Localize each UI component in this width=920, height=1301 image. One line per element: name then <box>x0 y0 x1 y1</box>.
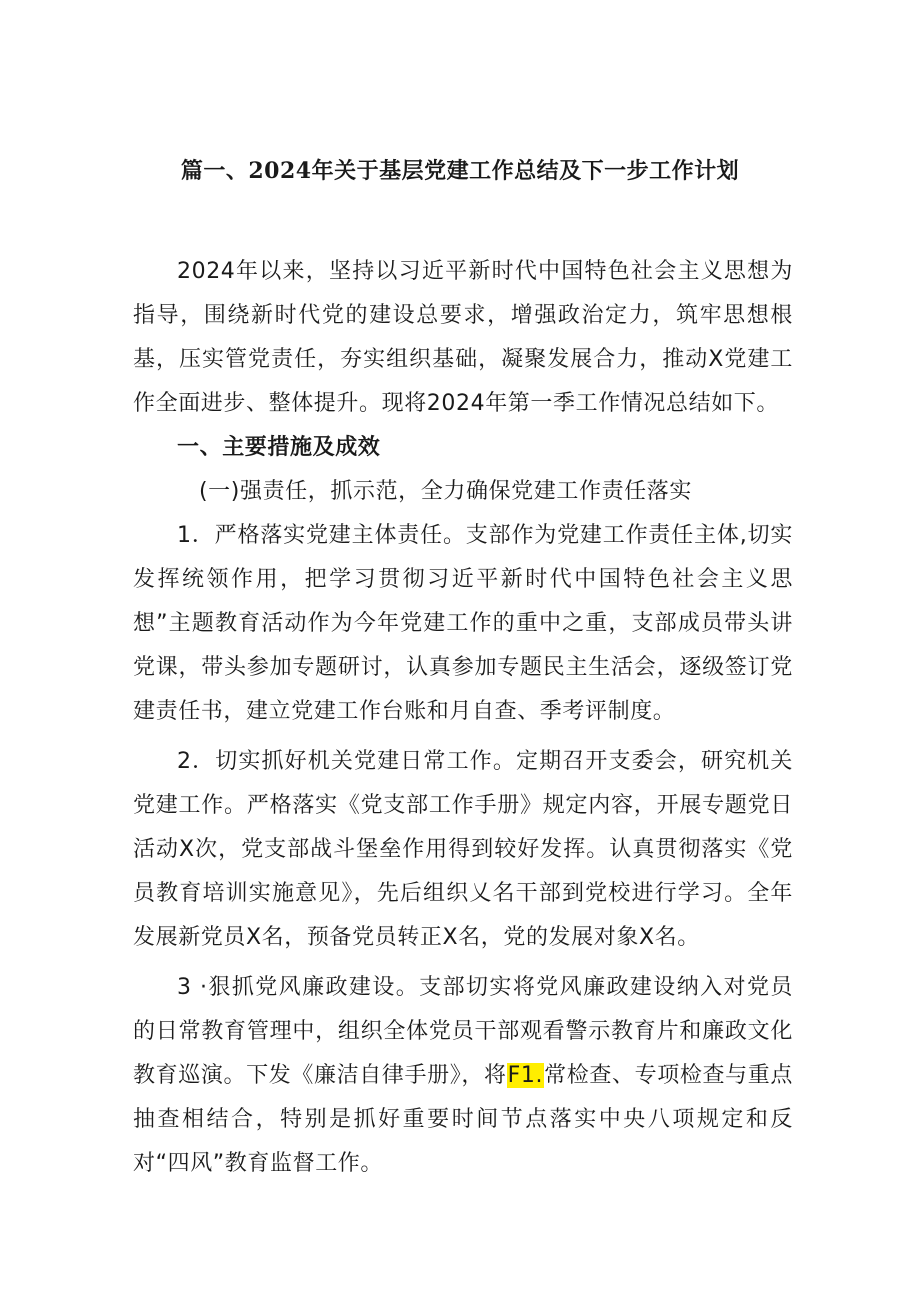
document-title: 篇一、2024年关于基层党建工作总结及下一步工作计划 <box>180 158 740 184</box>
item3-text-part1: 3 ·狠抓党风廉政建设。支部切实将党风廉政建设纳入对党员的日常教育管理中，组织全体党员干部观看警示教育片和廉政文化教育巡演。下发《廉洁自律手册》，将 <box>133 975 793 1088</box>
item-paragraph-1: 1．严格落实党建主体责任。支部作为党建工作责任主体,切实发挥统领作用，把学习贯彻习近平新时代中国特色社会主义思想”主题教育活动作为今年党建工作的重中之重，支部成员带头讲党课，带头参加专题研讨，认真参加专题民主生活会，逐级签订党建责任书，建立党建工作台账和月自查、季考评制度。 <box>133 523 793 724</box>
highlighted-text: F1. <box>507 1063 544 1088</box>
item-paragraph-2: 2．切实抓好机关党建日常工作。定期召开支委会，研究机关党建工作。严格落实《党支部工作手册》规定内容，开展专题党日活动X次，党支部战斗堡垒作用得到较好发挥。认真贯彻落实《党员教育培训实施意见》，先后组织乂名干部到党校进行学习。全年发展新党员X名，预备党员转正X名，党的发展对象X名。 <box>133 749 793 950</box>
document-body <box>133 250 793 1186</box>
intro-paragraph: 2024年以来，坚持以习近平新时代中国特色社会主义思想为指导，围绕新时代党的建设总要求，增强政治定力，筑牢思想根基，压实管党责任，夯实组织基础，凝聚发展合力，推动X党建工作全面进步、整体提升。现将2024年第一季工作情况总结如下。 <box>133 259 793 416</box>
subsection-heading-1: (一)强责任，抓示范，全力确保党建工作责任落实 <box>199 479 692 504</box>
item3-text-part2: 常检查、专项检查与重点抽查相结合，特别是抓好重要时间节点落实中央八项规定和反对“四风”教育监督工作。 <box>133 1063 793 1176</box>
section-heading-1: 一、主要措施及成效 <box>177 435 381 460</box>
item-paragraph-3 <box>133 966 793 1186</box>
